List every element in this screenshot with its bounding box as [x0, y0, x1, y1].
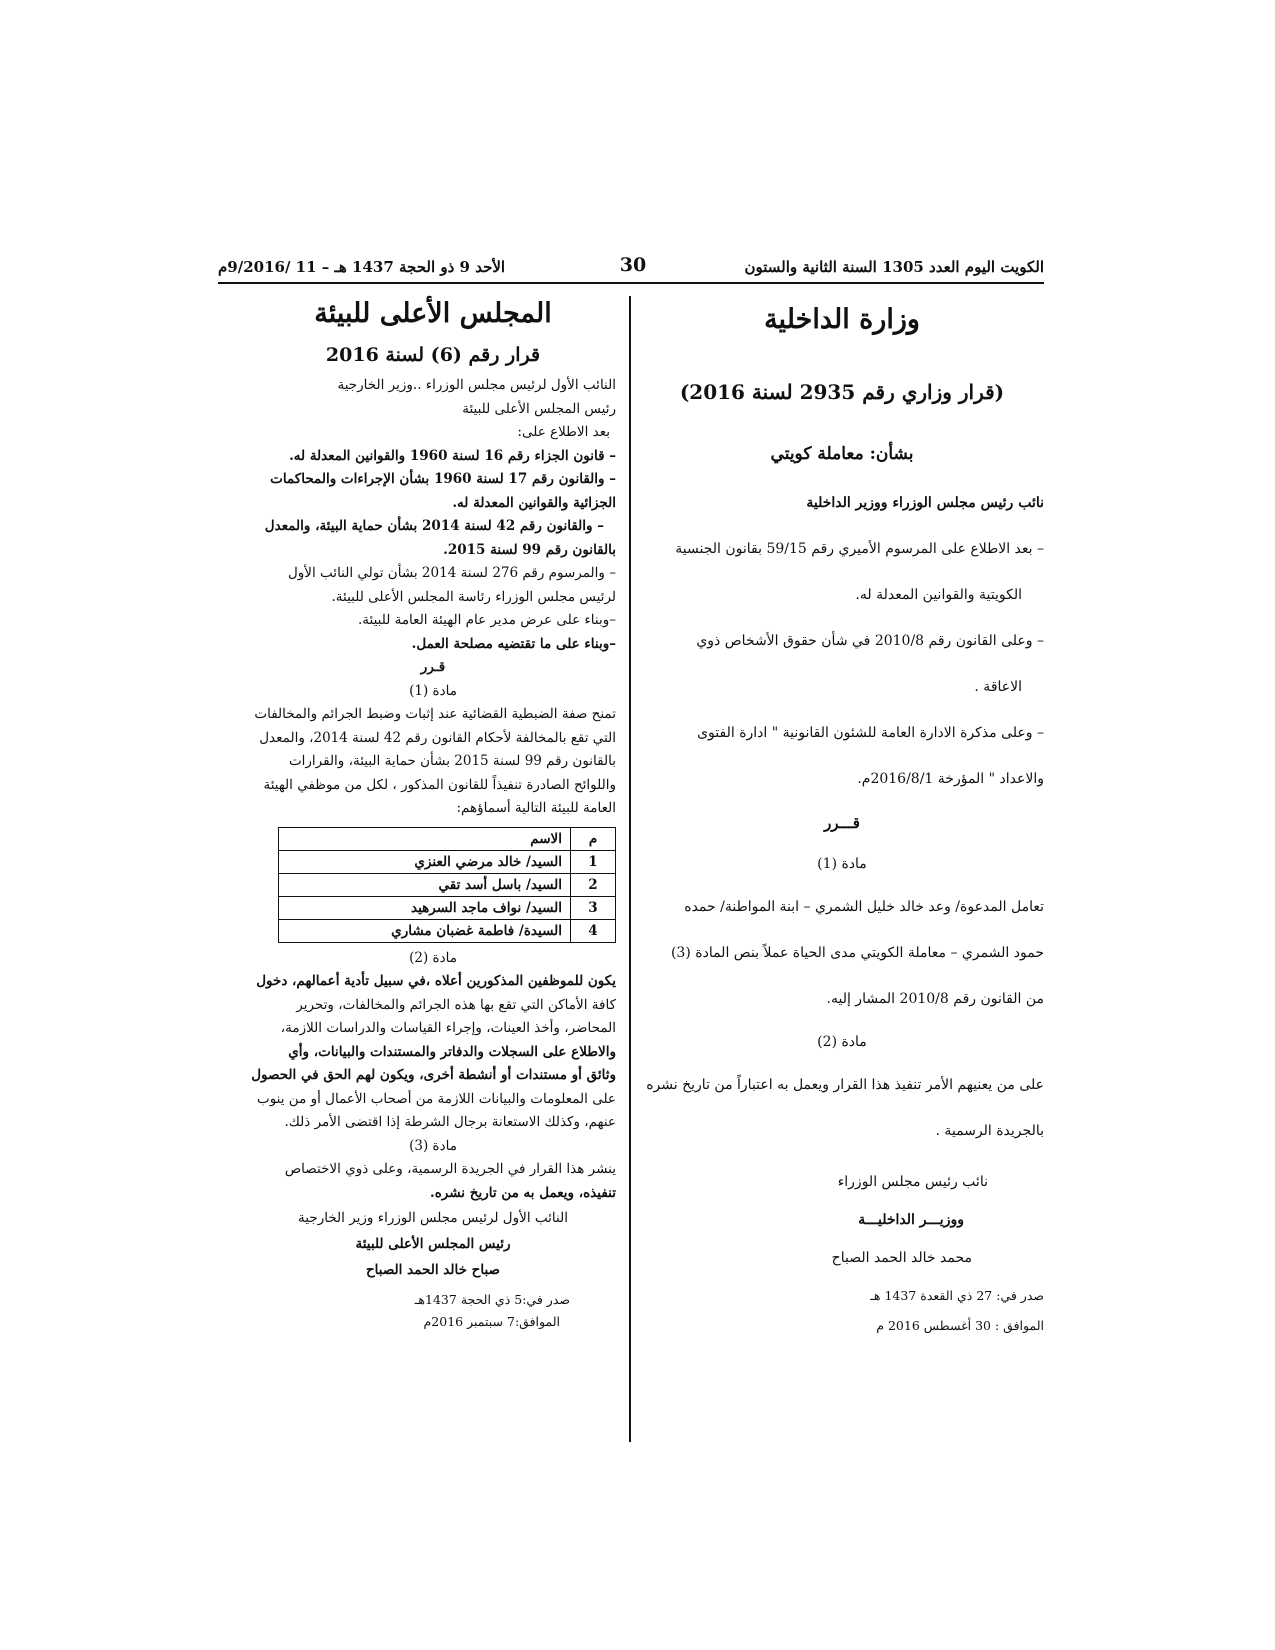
employee-name: السيد/ باسل أسد تقي: [279, 873, 571, 896]
preamble-line: – قانون الجزاء رقم 16 لسنة 1960 والقوانين المعدلة له.: [289, 447, 616, 464]
article-2-label: مادة (2): [817, 1034, 867, 1050]
preamble-line: – بعد الاطلاع على المرسوم الأميري رقم 59/15 بقانون الجنسية: [675, 541, 1044, 557]
decided-heading: قـرر: [420, 659, 446, 675]
preamble-line: والاعداد " المؤرخة 2016/8/1م.: [857, 771, 1044, 787]
article-2-line: بالجريدة الرسمية .: [935, 1123, 1044, 1139]
decision-subject: بشأن: معاملة كويتي: [770, 444, 914, 464]
preamble-line: لرئيس مجلس الوزراء رئاسة المجلس الأعلى للبيئة.: [331, 588, 616, 605]
article-1-line: العامة للبيئة التالية أسماؤهم:: [456, 800, 616, 816]
table-row: [279, 896, 616, 919]
row-number: 3: [571, 896, 616, 919]
decision-title: قرار رقم (6) لسنة 2016: [325, 344, 541, 366]
signature-council: رئيس المجلس الأعلى للبيئة: [355, 1236, 511, 1252]
article-1-label: مادة (1): [409, 682, 457, 699]
after-review: بعد الاطلاع على:: [517, 424, 610, 440]
interior-ministry-decision: [640, 296, 1044, 1336]
preamble-line: – والمرسوم رقم 276 لسنة 2014 بشأن تولي النائب الأول: [287, 565, 616, 581]
article-3-label: مادة (3): [409, 1137, 457, 1154]
environment-council-decision: [250, 296, 616, 1333]
article-2-line: يكون للموظفين المذكورين أعلاه ،في سبيل تأدية أعمالهم، دخول: [256, 973, 616, 989]
article-1-label: مادة (1): [817, 856, 867, 872]
employee-name: السيد/ نواف ماجد السرهيد: [279, 896, 571, 919]
article-2-line: المحاضر، وأخذ العينات، وإجراء القياسات والدراسات اللازمة،: [280, 1020, 616, 1036]
issue-date-hijri: صدر في:5 ذي الحجة 1437هـ: [414, 1292, 570, 1307]
article-1-line: من القانون رقم 2010/8 المشار إليه.: [826, 991, 1044, 1007]
ministry-title: وزارة الداخلية: [764, 304, 920, 335]
signature-name: محمد خالد الحمد الصباح: [831, 1250, 972, 1266]
table-row: [279, 919, 616, 942]
row-number: 1: [571, 850, 616, 873]
article-2-line: على من يعنيهم الأمر تنفيذ هذا القرار ويعمل به اعتباراً من تاريخ نشره: [646, 1077, 1044, 1093]
employee-name: السيد/ خالد مرضي العنزي: [279, 850, 571, 873]
header-divider: [218, 282, 1044, 284]
issue-date-gregorian: الموافق:7 سبتمبر 2016م: [423, 1314, 560, 1329]
article-2-line: والاطلاع على السجلات والدفاتر والمستندات والبيانات، وأي: [288, 1043, 616, 1060]
preamble-line: الاعاقة .: [974, 679, 1022, 695]
table-row: [279, 850, 616, 873]
article-2-line: وثائق أو مستندات أو أنشطة أخرى، ويكون لهم الحق في الحصول: [251, 1067, 616, 1083]
decided-heading: قـــرر: [824, 814, 860, 832]
article-2-label: مادة (2): [409, 949, 457, 966]
employee-name: السيدة/ فاطمة غضبان مشاري: [279, 919, 571, 942]
page-header: [218, 254, 1044, 282]
row-number: 2: [571, 873, 616, 896]
page-number: 30: [619, 254, 647, 276]
preamble-line: – والقانون رقم 17 لسنة 1960 بشأن الإجراءات والمحاكمات: [270, 471, 616, 487]
article-1-line: واللوائح الصادرة تنفيذاً للقانون المذكور ، لكل من موظفي الهيئة: [263, 776, 616, 793]
issue-date-gregorian: الموافق : 30 أغسطس 2016 م: [876, 1318, 1044, 1333]
row-number: 4: [571, 919, 616, 942]
council-title: المجلس الأعلى للبيئة: [314, 298, 552, 329]
preamble-line: بالقانون رقم 99 لسنة 2015.: [443, 541, 616, 558]
signature-title: النائب الأول لرئيس مجلس الوزراء وزير الخارجية: [298, 1210, 568, 1226]
issuer: نائب رئيس مجلس الوزراء ووزير الداخلية: [806, 495, 1044, 511]
article-1-line: حمود الشمري – معاملة الكويتي مدى الحياة عملاً بنص المادة (3): [670, 945, 1044, 961]
article-1-line: تعامل المدعوة/ وعد خالد خليل الشمري – ابنة المواطنة/ حمده: [684, 899, 1044, 915]
article-1-line: التي تقع بالمخالفة لأحكام القانون رقم 42 لسنة 2014، والمعدل: [259, 729, 616, 746]
signature-title: نائب رئيس مجلس الوزراء: [837, 1174, 988, 1190]
issuer-line: رئيس المجلس الأعلى للبيئة: [462, 400, 616, 417]
preamble-line: الكويتية والقوانين المعدلة له.: [855, 587, 1022, 603]
column-header-number: م: [571, 827, 616, 850]
article-3-line: تنفيذه، ويعمل به من تاريخ نشره.: [430, 1184, 616, 1201]
table-header-row: [279, 827, 616, 850]
header-issue-info: الكويت اليوم العدد 1305 السنة الثانية والستون: [744, 258, 1044, 276]
issuer-line: النائب الأول لرئيس مجلس الوزراء ..وزير الخارجية: [337, 377, 616, 393]
preamble-line: الجزائية والقوانين المعدلة له.: [452, 494, 616, 511]
article-2-line: كافة الأماكن التي تقع بها هذه الجرائم والمخالفات، وتحرير: [296, 996, 616, 1013]
employee-names-table: [278, 827, 616, 943]
preamble-line: – وعلى مذكرة الادارة العامة للشئون القانونية " ادارة الفتوى: [697, 725, 1044, 741]
article-2-line: عنهم، وكذلك الاستعانة برجال الشرطة إذا اقتضى الأمر ذلك.: [284, 1114, 616, 1130]
preamble-line: – وعلى القانون رقم 2010/8 في شأن حقوق الأشخاص ذوي: [696, 633, 1044, 649]
article-1-line: تمنح صفة الضبطية القضائية عند إثبات وضبط الجرائم والمخالفات: [254, 706, 616, 722]
signature-name: صباح خالد الحمد الصباح: [365, 1262, 501, 1278]
column-header-name: الاسم: [279, 827, 571, 850]
signature-ministry: ووزيـــر الداخليـــة: [858, 1212, 964, 1228]
table-row: [279, 873, 616, 896]
preamble-line: –وبناء على عرض مدير عام الهيئة العامة للبيئة.: [357, 612, 616, 628]
issue-date-hijri: صدر في: 27 ذي القعدة 1437 هـ: [870, 1288, 1044, 1303]
decision-title: (قرار وزاري رقم 2935 لسنة 2016): [679, 380, 1005, 404]
article-1-line: بالقانون رقم 99 لسنة 2015 بشأن حماية البيئة، والقرارات: [288, 753, 616, 769]
article-3-line: ينشر هذا القرار في الجريدة الرسمية، وعلى ذوي الاختصاص: [284, 1161, 616, 1177]
preamble-line: –وبناء على ما تقتضيه مصلحة العمل.: [411, 635, 616, 652]
preamble-line: – والقانون رقم 42 لسنة 2014 بشأن حماية البيئة، والمعدل: [264, 518, 604, 534]
article-2-line: على المعلومات والبيانات اللازمة من أصحاب الأعمال أو من ينوب: [257, 1090, 616, 1107]
column-divider: [629, 296, 631, 1442]
header-date: الأحد 9 ذو الحجة 1437 هـ – 11 /9/2016م: [218, 258, 506, 276]
